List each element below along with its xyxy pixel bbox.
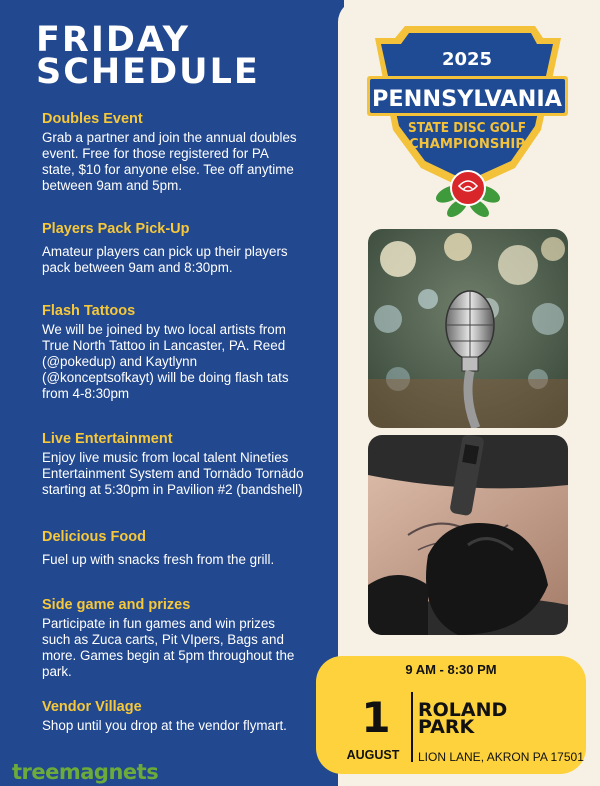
venue-line-2: PARK xyxy=(418,716,475,738)
event-description: We will be joined by two local artists from True North Tattoo in Lancaster, PA. Reed (@pokedup) and Kaytlynn (@konceptsofkayt) will be doing flash tats from 4-8:30pm xyxy=(42,322,289,401)
logo-state: PENNSYLVANIA xyxy=(372,87,562,112)
event-title: Players Pack Pick-Up xyxy=(42,221,190,237)
logo-line-2: CHAMPIONSHIP xyxy=(409,137,525,152)
event-day: 1 xyxy=(361,693,391,742)
event-title: Doubles Event xyxy=(42,111,143,127)
page-title xyxy=(36,20,326,92)
event-description: Fuel up with snacks fresh from the grill. xyxy=(42,552,275,567)
event-info-card xyxy=(316,656,586,774)
event-title: Flash Tattoos xyxy=(42,303,136,319)
event-title: Side game and prizes xyxy=(42,597,191,613)
venue-name xyxy=(418,699,568,738)
title-line-1: FRIDAY xyxy=(36,20,191,60)
event-title: Live Entertainment xyxy=(42,431,173,447)
brand-logo: treemagnets xyxy=(12,760,159,784)
event-title: Delicious Food xyxy=(42,529,146,545)
microphone-photo xyxy=(368,229,568,428)
logo-line-1: STATE DISC GOLF xyxy=(408,121,526,136)
event-delicious-food xyxy=(42,528,304,568)
event-time: 9 AM - 8:30 PM xyxy=(405,662,497,677)
event-description: Grab a partner and join the annual doubles event. Free for those registered for PA state, $10 for anyone else. Tee off anytime between 9am and 5pm. xyxy=(42,130,297,193)
event-live-entertainment xyxy=(42,430,304,498)
event-month: AUGUST xyxy=(346,748,400,762)
event-vendor-village xyxy=(42,698,304,734)
event-doubles xyxy=(42,110,304,194)
event-description: Enjoy live music from local talent Nineties Entertainment System and Tornädo Tornädo starting at 5:30pm in Pavilion #2 (bandshell) xyxy=(42,450,304,497)
logo-year: 2025 xyxy=(441,49,493,70)
event-players-pack xyxy=(42,220,304,276)
event-description: Participate in fun games and win prizes such as Zuca carts, Pit VIpers, Bags and more. Games begin at 5pm throughout the park. xyxy=(42,616,295,679)
venue-address: LION LANE, AKRON PA 17501 xyxy=(418,750,584,764)
tattoo-photo xyxy=(368,435,568,635)
championship-logo xyxy=(365,18,570,223)
event-flash-tattoos xyxy=(42,302,304,402)
event-side-games xyxy=(42,596,304,680)
venue-line-1: ROLAND xyxy=(418,699,508,721)
event-description: Amateur players can pick up their players pack between 9am and 8:30pm. xyxy=(42,244,288,275)
event-title: Vendor Village xyxy=(42,699,142,715)
card-divider xyxy=(411,692,413,762)
event-description: Shop until you drop at the vendor flymart. xyxy=(42,718,287,733)
title-line-2: SCHEDULE xyxy=(36,52,260,92)
